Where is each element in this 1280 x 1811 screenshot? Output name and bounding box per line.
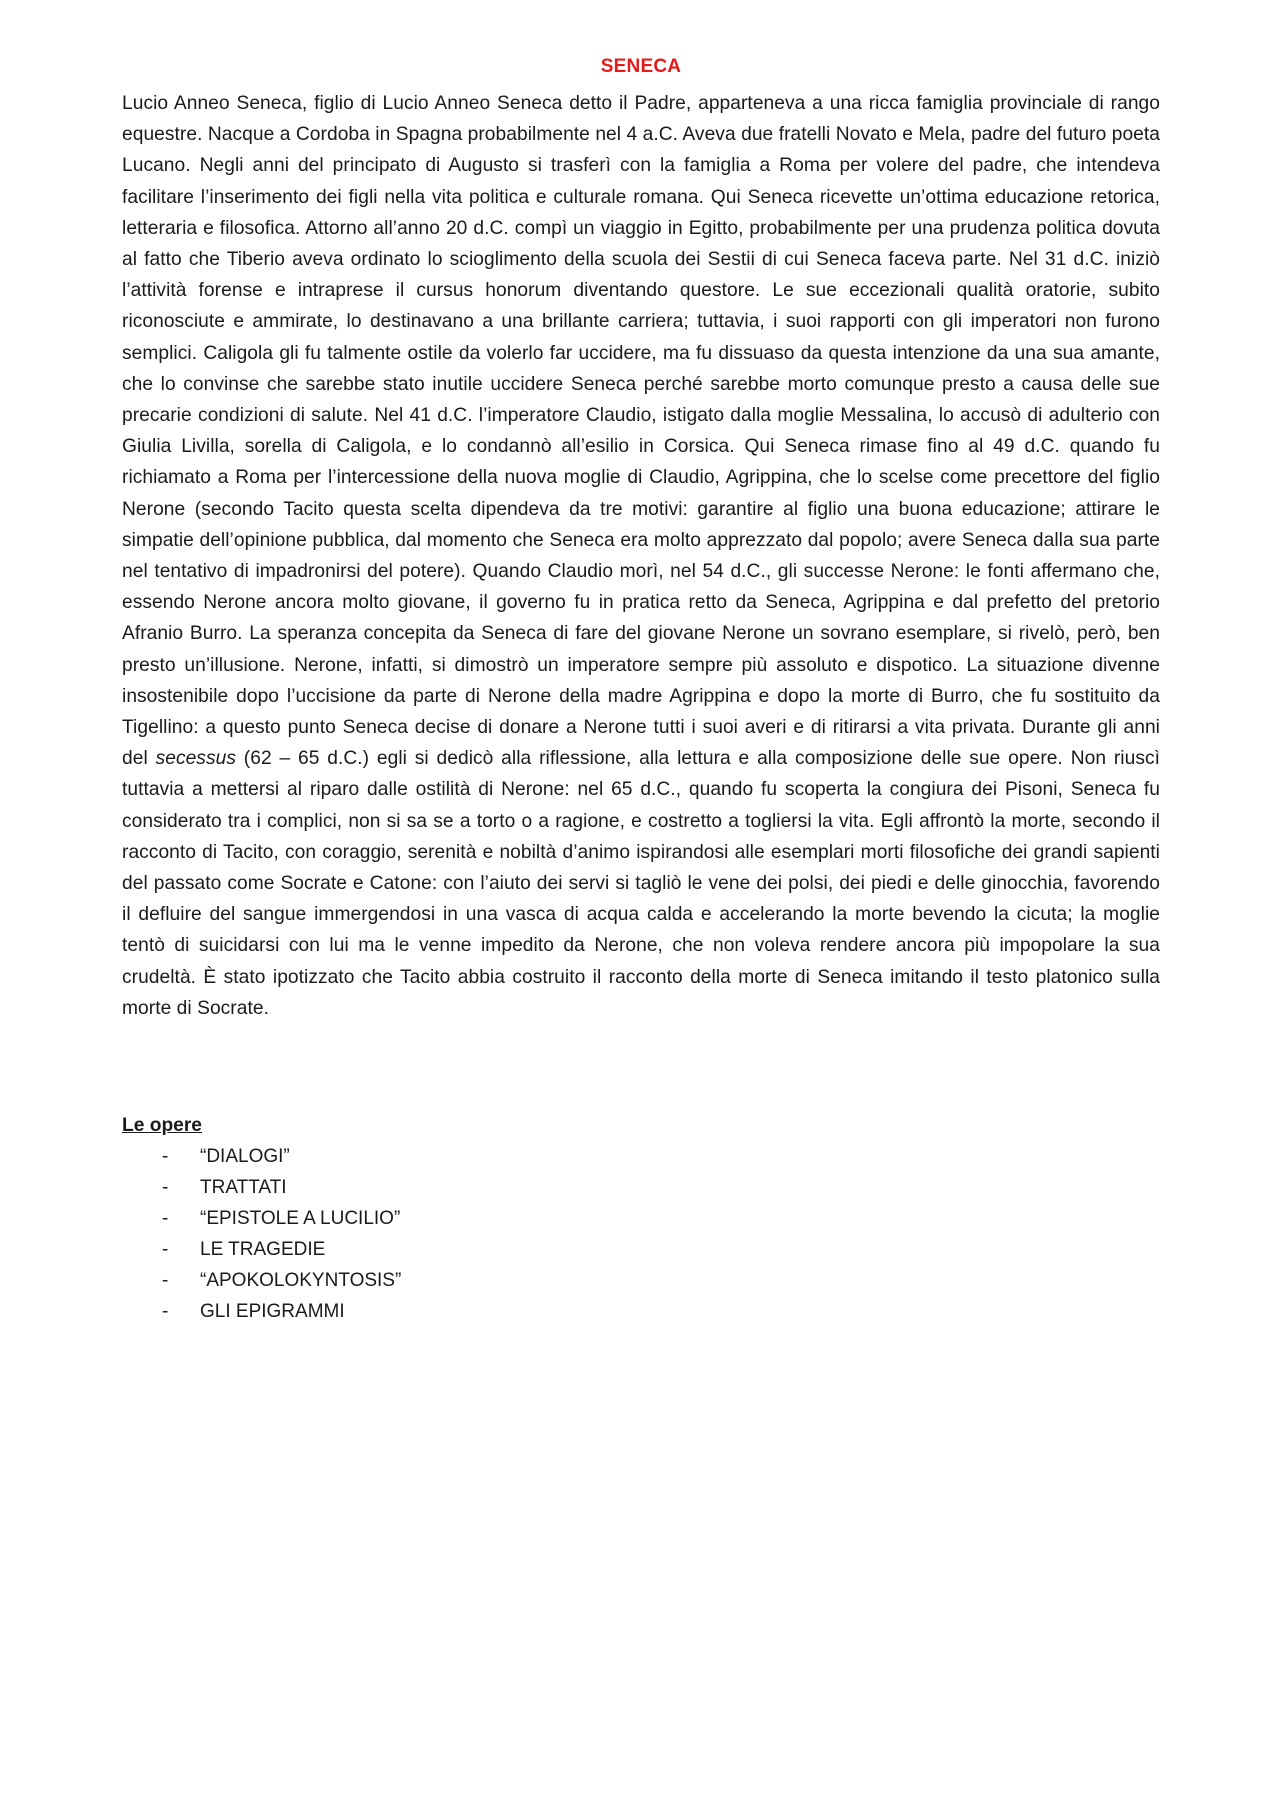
list-dash: - <box>162 1208 169 1230</box>
biography-paragraph <box>122 88 1160 1024</box>
list-dash: - <box>162 1146 169 1168</box>
list-item <box>122 1172 1160 1203</box>
work-label: LE TRAGEDIE <box>200 1239 326 1261</box>
work-label: GLI EPIGRAMMI <box>200 1301 345 1323</box>
work-label: “DIALOGI” <box>200 1146 290 1168</box>
document-title: SENECA <box>600 56 682 77</box>
list-item <box>122 1141 1160 1172</box>
paragraph-text-part-1: Lucio Anneo Seneca, figlio di Lucio Anneo Seneca detto il Padre, apparteneva a una ricca famiglia provinciale di rango equestre. Nacque a Cordoba in Spagna probabilmente nel 4 a.C. Aveva due fratelli Novato e Mela, padre del futuro poeta Lucano. Negli anni del principato di Augusto si trasferì con la famiglia a Roma per volere del padre, che intendeva facilitare l’inserimento dei figli nella vita politica e culturale romana. Qui Seneca ricevette un’ottima educazione retorica, letteraria e filosofica. Attorno all’anno 20 d.C. compì un viaggio in Egitto, probabilmente per una prudenza politica dovuta al fatto che Tiberio aveva ordinato lo scioglimento della scuola dei Sestii di cui Seneca faceva parte. Nel 31 d.C. iniziò l’attività forense e intraprese il cursus honorum diventando questore. Le sue eccezionali qualità oratorie, subito riconosciute e ammirate, lo destinavano a una brillante carriera; tuttavia, i suoi rapporti con gli imperatori non furono semplici. Caligola gli fu talmente ostile da volerlo far uccidere, ma fu dissuaso da questa intenzione da una sua amante, che lo convinse che sarebbe stato inutile uccidere Seneca perché sarebbe morto comunque presto a causa delle sue precarie condizioni di salute. Nel 41 d.C. l’imperatore Claudio, istigato dalla moglie Messalina, lo accusò di adulterio con Giulia Livilla, sorella di Caligola, e lo condannò all’esilio in Corsica. Qui Seneca rimase fino al 49 d.C. quando fu richiamato a Roma per l’intercessione della nuova moglie di Claudio, Agrippina, che lo scelse come precettore del figlio Nerone (secondo Tacito questa scelta dipendeva da tre motivi: garantire al figlio una buona educazione; attirare le simpatie dell’opinione pubblica, dal momento che Seneca era molto apprezzato dal popolo; avere Seneca dalla sua parte nel tentativo di impadronirsi del potere). Quando Claudio morì, nel 54 d.C., gli successe Nerone: le fonti affermano che, essendo Nerone ancora molto giovane, il governo fu in pratica retto da Seneca, Agrippina e dal prefetto del pretorio Afranio Burro. La speranza concepita da Seneca di fare del giovane Nerone un sovrano esemplare, si rivelò, però, ben presto un’illusione. Nerone, infatti, si dimostrò un imperatore sempre più assoluto e dispotico. La situazione divenne insostenibile dopo l’uccisione da parte di Nerone della madre Agrippina e dopo la morte di Burro, che fu sostituito da Tigellino: a questo punto Seneca decise di donare a Nerone tutti i suoi averi e di ritirarsi a vita privata. Durante gli anni del <box>122 93 1160 770</box>
list-item <box>122 1203 1160 1234</box>
works-list <box>122 1141 1160 1327</box>
list-dash: - <box>162 1270 169 1292</box>
list-dash: - <box>162 1301 169 1323</box>
list-item <box>122 1265 1160 1296</box>
list-dash: - <box>162 1177 169 1199</box>
work-label: “EPISTOLE A LUCILIO” <box>200 1208 401 1230</box>
work-label: “APOKOLOKYNTOSIS” <box>200 1270 402 1292</box>
list-dash: - <box>162 1239 169 1261</box>
list-item <box>122 1296 1160 1327</box>
list-item <box>122 1234 1160 1265</box>
paragraph-text-part-2: (62 – 65 d.C.) egli si dedicò alla riflessione, alla lettura e alla composizione delle sue opere. Non riuscì tuttavia a mettersi al riparo dalle ostilità di Nerone: nel 65 d.C., quando fu scoperta la congiura dei Pisoni, Seneca fu considerato tra i complici, non si sa se a torto o a ragione, e costretto a togliersi la vita. Egli affrontò la morte, secondo il racconto di Tacito, con coraggio, serenità e nobiltà d’animo ispirandosi alle esemplari morti filosofiche dei grandi sapienti del passato come Socrate e Catone: con l’aiuto dei servi si tagliò le vene dei polsi, dei piedi e delle ginocchia, favorendo il defluire del sangue immergendosi in una vasca di acqua calda e accelerando la morte bevendo la cicuta; la moglie tentò di suicidarsi con lui ma le venne impedito da Nerone, che non voleva rendere ancora più impopolare la sua crudeltà. È stato ipotizzato che Tacito abbia costruito il racconto della morte di Seneca imitando il testo platonico sulla morte di Socrate. <box>122 748 1160 1019</box>
paragraph-italic-term: secessus <box>155 748 236 770</box>
works-heading: Le opere <box>122 1115 202 1137</box>
document-page <box>122 52 1160 1327</box>
work-label: TRATTATI <box>200 1177 287 1199</box>
